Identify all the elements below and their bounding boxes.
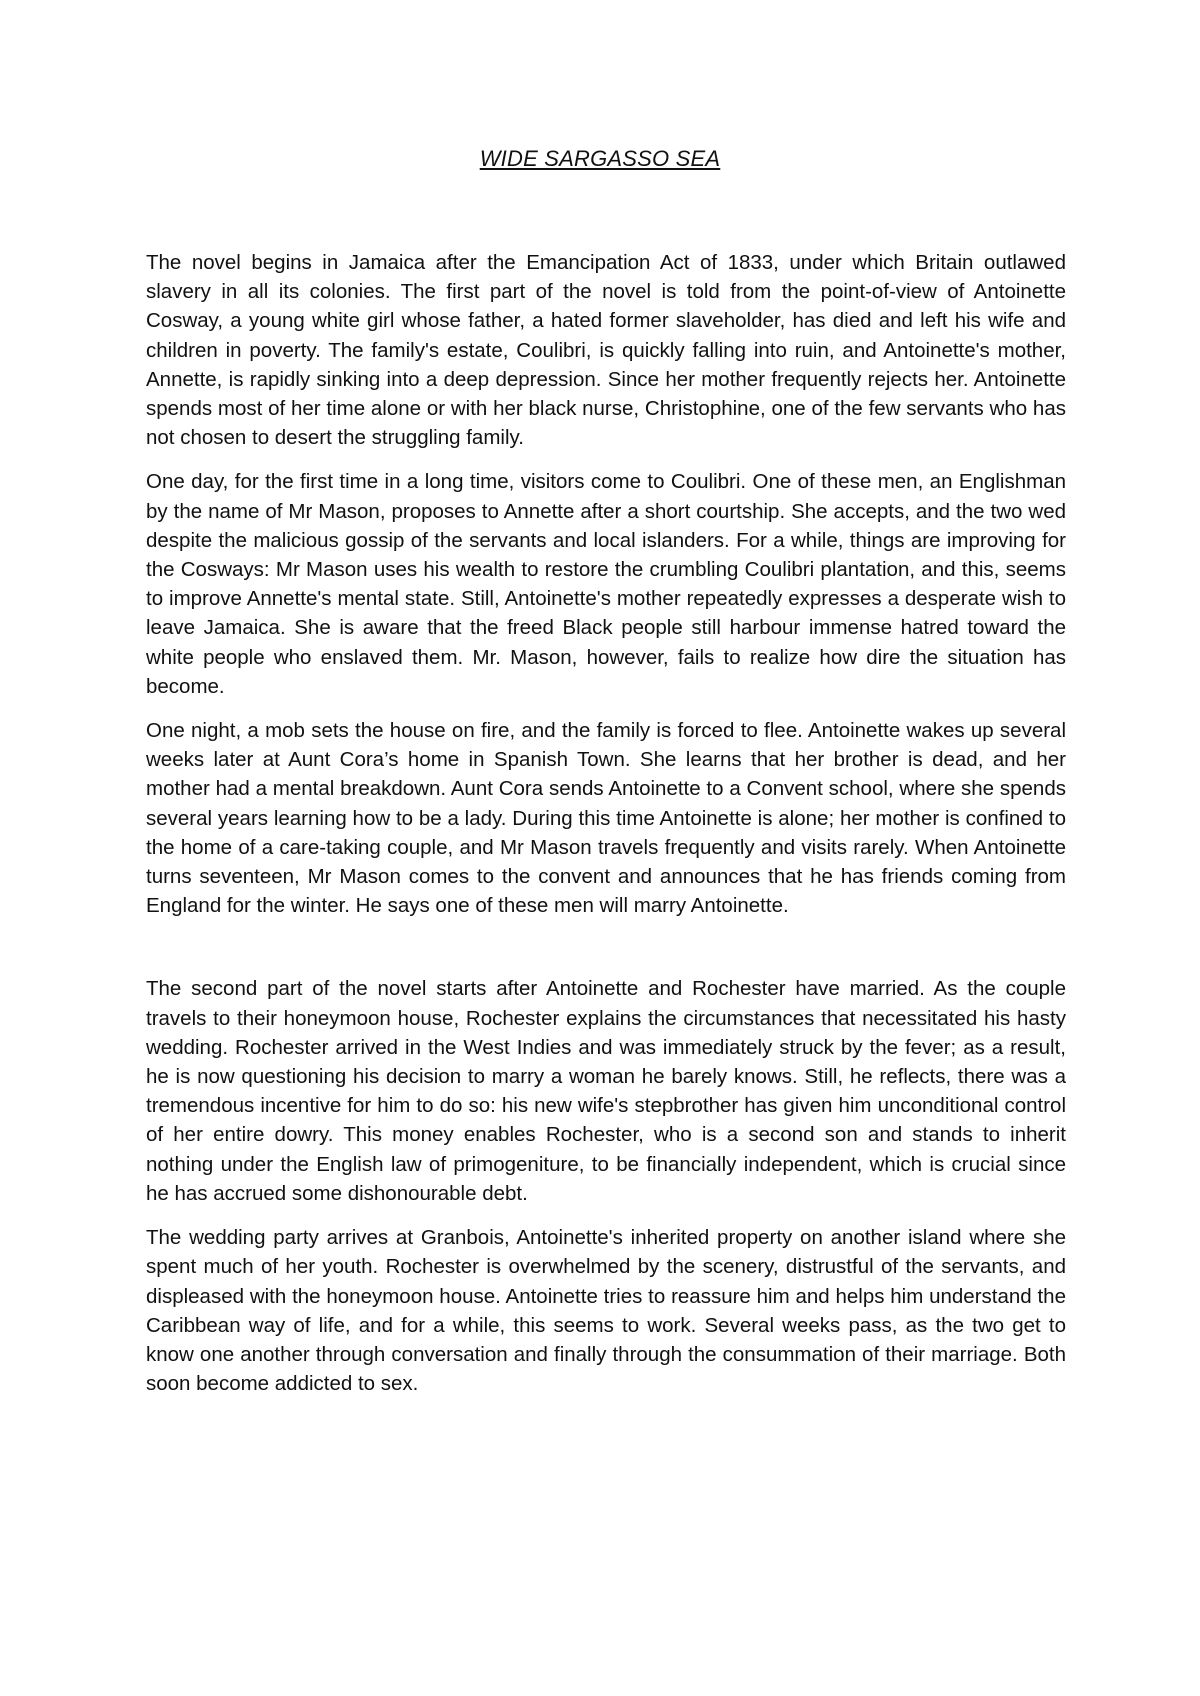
- paragraph-2: One day, for the first time in a long time, visitors come to Coulibri. One of these men, an Englishman by the name of Mr Mason, proposes to Annette after a short courtship. She accepts, and the two wed despite the malicious gossip of the servants and local islanders. For a while, things are improving for the Cosways: Mr Mason uses his wealth to restore the crumbling Coulibri plantation, and this, seems to improve Annette's mental state. Still, Antoinette's mother repeatedly expresses a desperate wish to leave Jamaica. She is aware that the freed Black people still harbour immense hatred toward the white people who enslaved them. Mr. Mason, however, fails to realize how dire the situation has become.: [146, 470, 1066, 698]
- paragraph-1: The novel begins in Jamaica after the Emancipation Act of 1833, under which Britain outlawed slavery in all its colonies. The first part of the novel is told from the point-of-view of Antoinette Cosway, a young white girl whose father, a hated former slaveholder, has died and left his wife and children in poverty. The family's estate, Coulibri, is quickly falling into ruin, and Antoinette's mother, Annette, is rapidly sinking into a deep depression. Since her mother frequently rejects her. Antoinette spends most of her time alone or with her black nurse, Christophine, one of the few servants who has not chosen to desert the struggling family.: [146, 251, 1066, 450]
- paragraph-5: The wedding party arrives at Granbois, Antoinette's inherited property on another island where she spent much of her youth. Rochester is overwhelmed by the scenery, distrustful of the servants, and displeased with the honeymoon house. Antoinette tries to reassure him and helps him understand the Caribbean way of life, and for a while, this seems to work. Several weeks pass, as the two get to know one another through conversation and finally through the consummation of their marriage. Both soon become addicted to sex.: [146, 1226, 1066, 1396]
- page-title: WIDE SARGASSO SEA: [479, 146, 721, 171]
- document-body: [146, 248, 1066, 1413]
- paragraph-3: One night, a mob sets the house on fire, and the family is forced to flee. Antoinette wakes up several weeks later at Aunt Cora’s home in Spanish Town. She learns that her brother is dead, and her mother had a mental breakdown. Aunt Cora sends Antoinette to a Convent school, where she spends several years learning how to be a lady. During this time Antoinette is alone; her mother is confined to the home of a care-taking couple, and Mr Mason travels frequently and visits rarely. When Antoinette turns seventeen, Mr Mason comes to the convent and announces that he has friends coming from England for the winter. He says one of these men will marry Antoinette.: [146, 719, 1066, 918]
- paragraph-4: The second part of the novel starts after Antoinette and Rochester have married. As the couple travels to their honeymoon house, Rochester explains the circumstances that necessitated his hasty wedding. Rochester arrived in the West Indies and was immediately struck by the fever; as a result, he is now questioning his decision to marry a woman he barely knows. Still, he reflects, there was a tremendous incentive for him to do so: his new wife's stepbrother has given him unconditional control of her entire dowry. This money enables Rochester, who is a second son and stands to inherit nothing under the English law of primogeniture, to be financially independent, which is crucial since he has accrued some dishonourable debt.: [146, 977, 1066, 1205]
